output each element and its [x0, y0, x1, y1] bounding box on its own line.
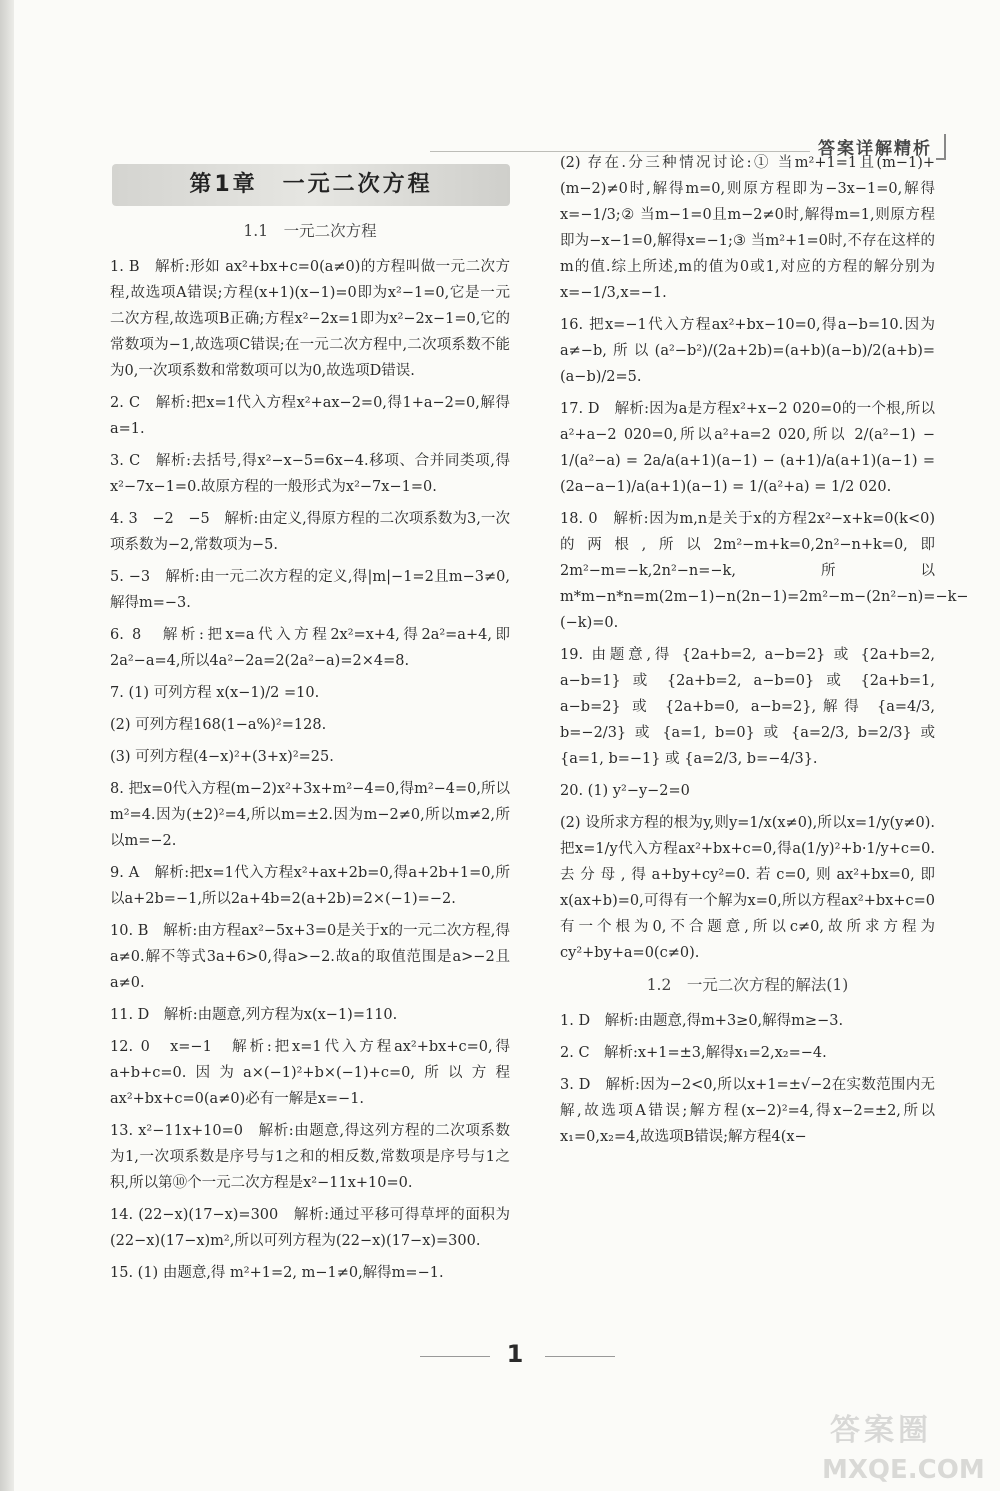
answer-item: 2. C 解析:把x=1代入方程x²+ax−2=0,得1+a−2=0,解得a=1.	[110, 395, 510, 437]
right-items-a	[560, 150, 969, 966]
answer-item: 10. B 解析:由方程ax²−5x+3=0是关于x的一元二次方程,得a≠0.解不等式3a+6>0,得a>−2.故a的取值范围是a>−2且a≠0.	[110, 923, 510, 991]
header-title: 答案详解精析	[818, 139, 932, 159]
answer-item: 12. 0 x=−1 解析:把x=1代入方程ax²+bx+c=0,得a+b+c=0.因为a×(−1)²+b×(−1)+c=0,所以方程ax²+bx+c=0(a≠0)必有一解是x=−1.	[110, 1039, 510, 1107]
right-column	[560, 150, 969, 1360]
answer-item: 1. D 解析:由题意,得m+3≥0,解得m≥−3.	[560, 1013, 844, 1029]
answer-item: 7. (1) 可列方程 x(x−1)/2 =10.	[110, 685, 320, 701]
answer-item: (3) 可列方程(4−x)²+(3+x)²=25.	[110, 749, 334, 765]
footer-rule-right	[545, 1356, 615, 1357]
footer-rule-left	[420, 1356, 490, 1357]
answer-item: 3. C 解析:去括号,得x²−x−5=6x−4.移项、合并同类项,得x²−7x−1=0.故原方程的一般形式为x²−7x−1=0.	[110, 453, 510, 495]
answer-item: 17. D 解析:因为a是方程x²+x−2 020=0的一个根,所以a²+a−2 020=0,所以a²+a=2 020,所以 2/(a²−1) − 1/(a²−a) = 2a/a(a+1)(a−1) − (a+1)/a(a+1)(a−1) = (2a−a−1)/a(a+1)(a−1) = 1/(a²+a) = 1/2 020.	[560, 401, 935, 495]
answer-item: 9. A 解析:把x=1代入方程x²+ax+2b=0,得a+2b+1=0,所以a+2b=−1,所以2a+4b=2(a+2b)=2×(−1)=−2.	[110, 865, 510, 907]
left-column	[110, 160, 510, 1360]
page-number: 1	[506, 1340, 524, 1368]
answer-item: 13. x²−11x+10=0 解析:由题意,得这列方程的二次项系数为1,一次项系数是序号与1之和的相反数,常数项是序号与1之积,所以第⑩个一元二次方程是x²−11x+10=0.	[110, 1123, 510, 1191]
watermark-url: MXQE.COM	[822, 1455, 985, 1485]
answer-item: 4. 3 −2 −5 解析:由定义,得原方程的二次项系数为3,一次项系数为−2,常数项为−5.	[110, 511, 510, 553]
answer-item: 15. (1) 由题意,得 m²+1=2, m−1≠0,解得m=−1.	[110, 1265, 444, 1281]
answer-item: 8. 把x=0代入方程(m−2)x²+3x+m²−4=0,得m²−4=0,所以m²=4.因为(±2)²=4,所以m=±2.因为m−2≠0,所以m≠2,所以m=−2.	[110, 781, 510, 849]
header-bracket	[936, 134, 946, 160]
answer-item: 14. (22−x)(17−x)=300 解析:通过平移可得草坪的面积为(22−x)(17−x)m²,所以可列方程为(22−x)(17−x)=300.	[110, 1207, 510, 1249]
answer-item: 2. C 解析:x+1=±3,解得x₁=2,x₂=−4.	[560, 1045, 827, 1061]
page-binding-edge	[0, 0, 14, 1491]
answer-item: 5. −3 解析:由一元二次方程的定义,得|m|−1=2且m−3≠0,解得m=−3.	[110, 569, 510, 611]
answer-item: (2) 可列方程168(1−a%)²=128.	[110, 717, 327, 733]
answer-item: 19. 由题意,得 {2a+b=2, a−b=2} 或 {2a+b=2, a−b=1} 或 {2a+b=2, a−b=0} 或 {2a+b=1, a−b=2} 或 {2a+b=0, a−b=2},解得 {a=4/3, b=−2/3} 或 {a=1, b=0} 或 {a=2/3, b=2/3} 或 {a=1, b=−1} 或 {a=2/3, b=−4/3}.	[560, 647, 935, 767]
answer-item: 18. 0 解析:因为m,n是关于x的方程2x²−x+k=0(k<0)的两根,所以2m²−m+k=0,2n²−n+k=0,即2m²−m=−k,2n²−n=−k,所以m*m−n*n=m(2m−1)−n(2n−1)=2m²−m−(2n²−n)=−k−(−k)=0.	[560, 511, 969, 631]
answer-item: 3. D 解析:因为−2<0,所以x+1=±√−2在实数范围内无解,故选项A错误;解方程(x−2)²=4,得x−2=±2,所以x₁=0,x₂=4,故选项B错误;解方程4(x−	[560, 1077, 935, 1145]
section-title-2: 1.2 一元二次方程的解法(1)	[646, 976, 849, 994]
answer-item: 20. (1) y²−y−2=0	[560, 783, 690, 799]
answer-item: 6. 8 解析:把x=a代入方程2x²=x+4,得2a²=a+4,即2a²−a=4,所以4a²−2a=2(2a²−a)=2×4=8.	[110, 627, 510, 669]
answer-item: 11. D 解析:由题意,列方程为x(x−1)=110.	[110, 1007, 398, 1023]
answer-item: 16. 把x=−1代入方程ax²+bx−10=0,得a−b=10.因为a≠−b,所以(a²−b²)/(2a+2b)=(a+b)(a−b)/2(a+b)=(a−b)/2=5.	[560, 317, 935, 385]
answer-item: (2) 存在.分三种情况讨论:① 当m²+1=1且(m−1)+(m−2)≠0时,解得m=0,则原方程即为−3x−1=0,解得x=−1/3;② 当m−1=0且m−2≠0时,解得m=1,则原方程即为−x−1=0,解得x=−1;③ 当m²+1=0时,不存在这样的m的值.综上所述,m的值为0或1,对应的方程的解分别为x=−1/3,x=−1.	[560, 155, 935, 301]
watermark-logo: 答案圈	[830, 1413, 932, 1448]
right-items-b	[560, 1008, 935, 1150]
chapter-title: 第1章 一元二次方程	[112, 164, 510, 206]
answer-item: (2) 设所求方程的根为y,则y=1/x(x≠0),所以x=1/y(y≠0).把x=1/y代入方程ax²+bx+c=0,得a(1/y)²+b·1/y+c=0.去分母,得a+by+cy²=0.若c=0,则ax²+bx=0,即x(ax+b)=0,可得有一个解为x=0,所以方程ax²+bx+c=0有一个根为0,不合题意,所以c≠0,故所求方程为cy²+by+a=0(c≠0).	[560, 815, 935, 961]
section-title: 1.1 一元二次方程	[243, 222, 377, 240]
left-items	[110, 254, 510, 1286]
answer-item: 1. B 解析:形如 ax²+bx+c=0(a≠0)的方程叫做一元二次方程,故选项A错误;方程(x+1)(x−1)=0即为x²−1=0,它是一元二次方程,故选项B正确;方程x²−2x=1即为x²−2x−1=0,它的常数项为−1,故选项C错误;在一元二次方程中,二次项系数不能为0,一次项系数和常数项可以为0,故选项D错误.	[110, 259, 510, 379]
